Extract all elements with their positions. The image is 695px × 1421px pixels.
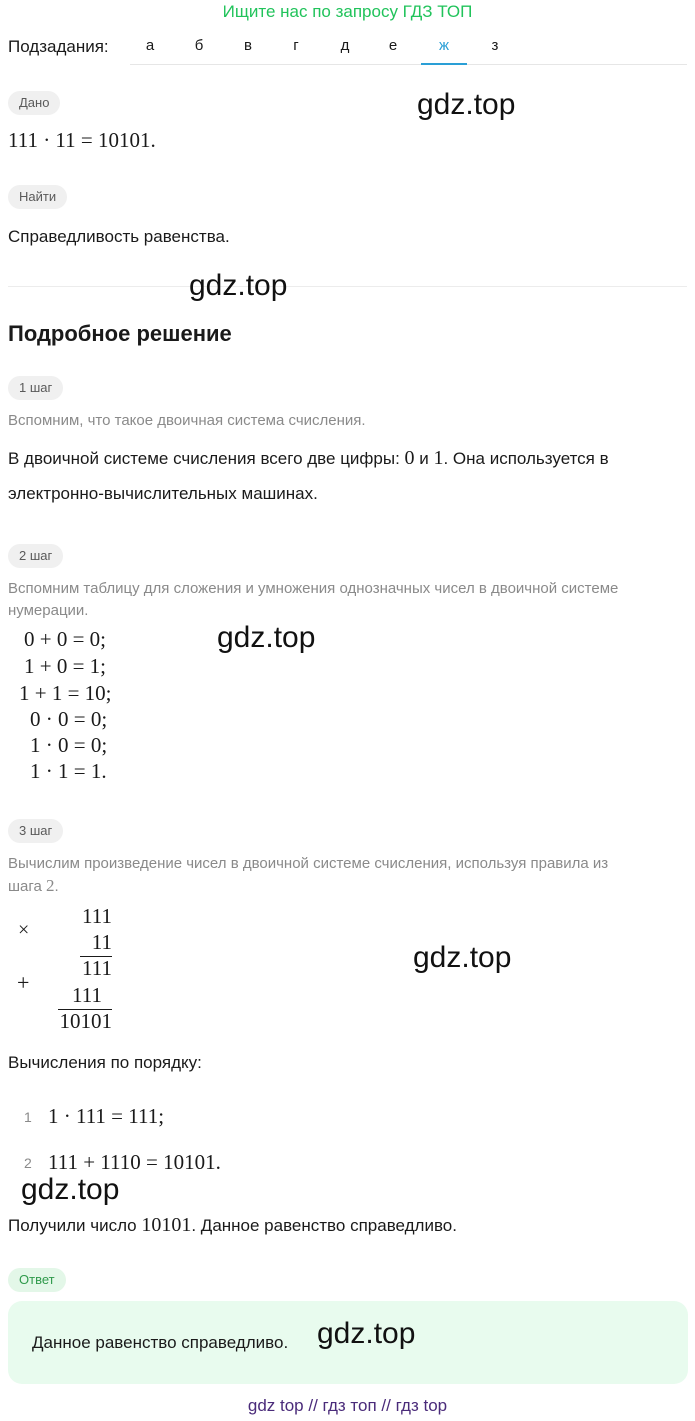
tab-a[interactable]: а [145,37,155,54]
footer-separator: // [376,1396,396,1415]
multiplier: 11 [91,930,112,954]
find-badge: Найти [8,185,67,209]
step3-hint-text-a: шага [8,878,47,895]
step1-line1-text-c: . Она используется в [443,449,609,468]
conclusion-text-a: Получили число [8,1216,142,1235]
step3-hint-line1: Вычислим произведение чисел в двоичной системе счисления, используя правила из [8,855,609,872]
watermark: gdz.top [217,621,316,654]
watermark: gdz.top [413,941,512,974]
answer-text: Данное равенство справедливо. [32,1333,289,1352]
given-badge: Дано [8,91,60,115]
find-text: Справедливость равенства. [8,227,230,246]
digit-one: 1 [433,447,444,469]
watermark: gdz.top [21,1173,120,1206]
tab-d[interactable]: д [340,37,350,54]
conclusion-number: 10101 [141,1214,192,1236]
order-label: Вычисления по порядку: [8,1053,202,1072]
calc-expression: 1 · 111 = 111; [48,1104,165,1128]
step3-hint-text-b: . [54,878,59,895]
tab-g[interactable]: г [293,37,299,54]
step1-line1-text-a: В двоичной системе счисления всего две цифры: [8,449,405,468]
footer-separator: // [303,1396,323,1415]
calc-number: 2 [24,1155,32,1171]
footer-links [0,1396,695,1416]
tab-v[interactable]: в [244,37,252,54]
conclusion [8,1214,457,1237]
step1-line1-text-b: и [414,449,434,468]
footer-link-gdz-top[interactable]: gdz top [247,1396,304,1415]
plus-sign: + [17,970,30,995]
step1-line1 [8,447,609,470]
subtasks-label: Подзадания: [8,37,109,56]
rule-row: 1 · 0 = 0; [30,733,108,757]
step2-hint-line2: нумерации. [8,602,89,619]
multiplicand: 111 [82,904,112,928]
column-result: 10101 [59,1009,112,1033]
step-number: 2 [46,876,55,895]
tab-zh[interactable]: ж [421,37,467,65]
rule-row: 1 + 1 = 10; [19,681,112,705]
rule-row: 1 + 0 = 1; [24,654,107,678]
section-divider [8,286,687,287]
partial-product-1: 111 [82,956,112,980]
step2-badge: 2 шаг [8,544,63,568]
answer-badge: Ответ [8,1268,66,1292]
step1-line2: электронно-вычислительных машинах. [8,484,318,503]
step2-hint-line1: Вспомним таблицу для сложения и умножения однозначных чисел в двоичной системе [8,580,619,597]
digit-zero: 0 [404,447,415,469]
footer-link-gdz-top-ru[interactable]: гдз топ [322,1396,377,1415]
calc-number: 1 [24,1109,32,1125]
calc-expression: 111 + 1110 = 10101. [48,1150,221,1174]
step3-hint-line2 [8,876,59,896]
times-sign: × [18,919,30,941]
step3-badge: 3 шаг [8,819,63,843]
solution-title: Подробное решение [8,321,232,346]
watermark: gdz.top [189,269,288,302]
rule-row: 0 · 0 = 0; [30,707,108,731]
given-expression: 111 · 11 = 10101. [8,128,156,152]
tab-e[interactable]: е [388,37,398,54]
partial-product-2: 111 [72,983,102,1007]
watermark: gdz.top [317,1317,416,1350]
rule-row: 1 · 1 = 1. [30,759,107,783]
watermark: gdz.top [417,88,516,121]
step1-badge: 1 шаг [8,376,63,400]
conclusion-text-b: . Данное равенство справедливо. [191,1216,457,1235]
search-banner: Ищите нас по запросу ГДЗ ТОП [222,2,473,21]
tab-b[interactable]: б [194,37,204,54]
rule-row: 0 + 0 = 0; [24,627,107,651]
step1-hint: Вспомним, что такое двоичная система счисления. [8,412,366,429]
footer-link-gdz-top-mixed[interactable]: гдз top [395,1396,448,1415]
tab-z[interactable]: з [491,37,499,54]
